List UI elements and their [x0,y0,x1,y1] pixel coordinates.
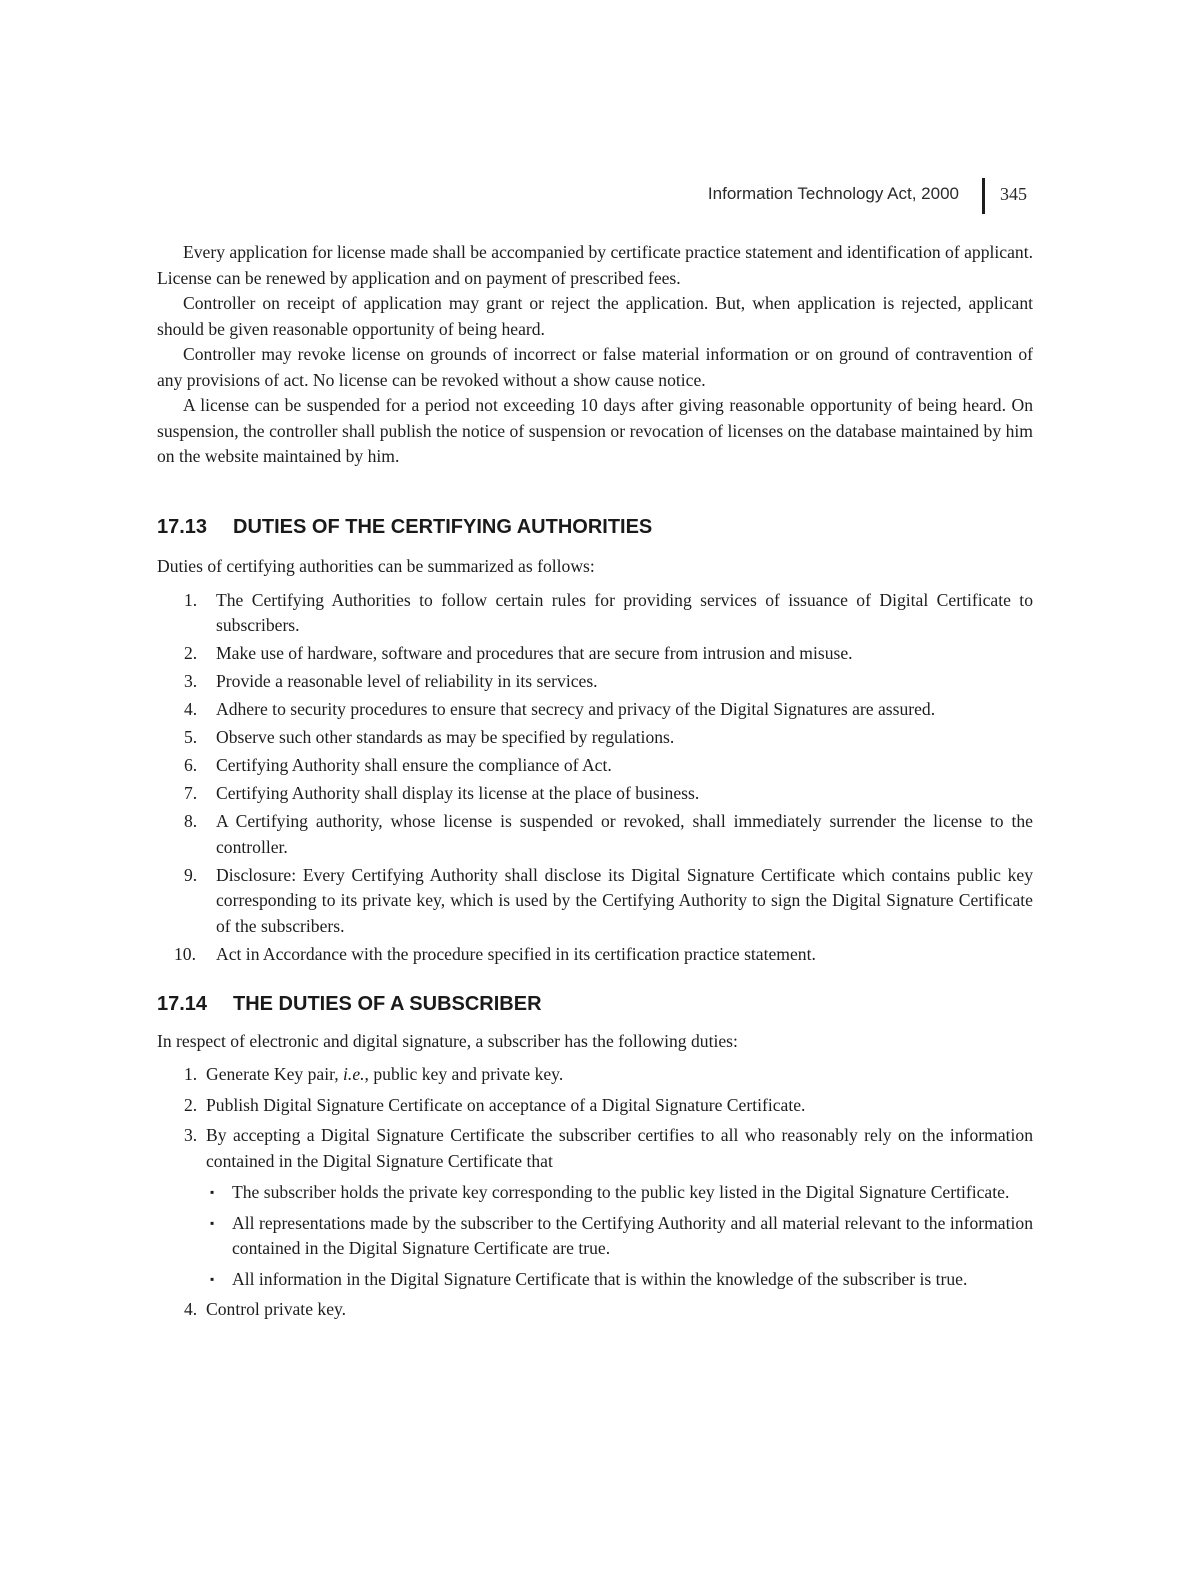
bullet-item [206,1211,1033,1262]
list-item [157,1297,1033,1323]
section-intro: Duties of certifying authorities can be summarized as follows: [157,556,595,576]
list-item [157,1123,1033,1292]
section-heading-17-13 [157,515,1033,541]
item-text: Make use of hardware, software and procedures that are secure from intrusion and misuse. [216,643,853,663]
intro-paragraph-3: Controller may revoke license on grounds of incorrect or false material information or on ground of contravention of any provisions of act. No license can be revoked without a show cause notice. [157,344,1033,390]
list-item [157,588,1033,639]
list-item [157,809,1033,860]
item-number: 6. [184,755,198,775]
item-text: Provide a reasonable level of reliability in its services. [216,671,598,691]
list-item [157,725,1033,751]
item-text: Certifying Authority shall ensure the compliance of Act. [216,755,612,775]
intro-paragraph-2: Controller on receipt of application may grant or reject the application. But, when application is rejected, applicant should be given reasonable opportunity of being heard. [157,293,1033,339]
list-item [157,1093,1033,1119]
list-item [157,641,1033,667]
bullet-item [206,1180,1033,1206]
item-text: Certifying Authority shall display its license at the place of business. [216,783,700,803]
list-item [157,781,1033,807]
item-number: 2. [184,643,198,663]
bullet-square-icon: ▪ [210,1185,215,1199]
item-text: Disclosure: Every Certifying Authority shall disclose its Digital Signature Certificate which contains public key corresponding to its private key, which is used by the Certifying Authority to sign the Digital Signature Certificate of the subscribers. [216,864,1033,936]
certification-bullets [206,1180,1033,1292]
item-text: Act in Accordance with the procedure specified in its certification practice statement. [216,943,816,964]
certifying-authority-duties-list-cont [157,942,1033,968]
list-item [157,669,1033,695]
item-number: 2. [184,1094,198,1115]
list-item [157,1062,1033,1088]
page-content [157,240,1033,1328]
item-text: By accepting a Digital Signature Certificate the subscriber certifies to all who reasonably rely on the information contained in the Digital Signature Certificate that [206,1125,1033,1171]
item-text: Adhere to security procedures to ensure that secrecy and privacy of the Digital Signatures are assured. [216,699,936,719]
item-number: 3. [184,671,198,691]
bullet-text: All representations made by the subscriber to the Certifying Authority and all material relevant to the information contained in the Digital Signature Certificate are true. [232,1212,1033,1258]
item-number: 10. [174,943,196,964]
subscriber-duties-list [157,1062,1033,1323]
list-item [157,753,1033,779]
running-title: Information Technology Act, 2000 [707,184,959,203]
item-text: The Certifying Authorities to follow certain rules for providing services of issuance of Digital Certificate to subscribers. [216,589,1033,635]
item-number: 7. [184,783,198,803]
bullet-square-icon: ▪ [210,1215,215,1230]
item-number: 5. [184,727,198,747]
item-number: 4. [184,699,198,719]
item-number: 4. [184,1299,198,1319]
bullet-square-icon: ▪ [210,1271,215,1286]
page-number: 345 [1000,184,1027,204]
section-title: THE DUTIES OF A SUBSCRIBER [233,993,542,1015]
item-text: Observe such other standards as may be specified by regulations. [216,727,675,747]
section-heading-17-14 [157,992,1033,1018]
item-number: 1. [184,589,198,610]
bullet-text: The subscriber holds the private key corresponding to the public key listed in the Digital Signature Certificate. [232,1182,1010,1202]
item-text-italic: i.e. [343,1064,365,1084]
item-text-post: , public key and private key. [364,1064,564,1084]
item-number: 8. [184,811,198,831]
bullet-text: All information in the Digital Signature Certificate that is within the knowledge of the subscriber is true. [232,1268,968,1289]
section-title: DUTIES OF THE CERTIFYING AUTHORITIES [233,515,653,538]
item-text: Control private key. [206,1299,347,1319]
list-item [157,863,1033,940]
section-number: 17.14 [157,993,208,1015]
item-number: 9. [184,864,198,885]
item-number: 3. [184,1125,198,1145]
item-text-pre: Generate Key pair, [206,1064,344,1084]
intro-paragraph-4: A license can be suspended for a period not exceeding 10 days after giving reasonable opportunity of being heard. On suspension, the controller shall publish the notice of suspension or revocation of licenses on the database maintained by him on the website maintained by him. [157,395,1033,466]
bullet-item [206,1267,1033,1293]
intro-paragraph-1: Every application for license made shall be accompanied by certificate practice statement and identification of applicant. License can be renewed by application and on payment of prescribed fees. [157,242,1033,288]
item-text: Publish Digital Signature Certificate on acceptance of a Digital Signature Certificate. [206,1094,806,1115]
header-divider [982,178,985,214]
certifying-authority-duties-list [157,588,1033,940]
section-intro: In respect of electronic and digital signature, a subscriber has the following duties: [157,1030,738,1051]
section-number: 17.13 [157,515,208,538]
list-item [157,942,1033,968]
running-header [560,178,1035,214]
list-item [157,697,1033,723]
item-text: A Certifying authority, whose license is suspended or revoked, shall immediately surrender the license to the controller. [216,811,1033,857]
item-number: 1. [184,1064,198,1084]
